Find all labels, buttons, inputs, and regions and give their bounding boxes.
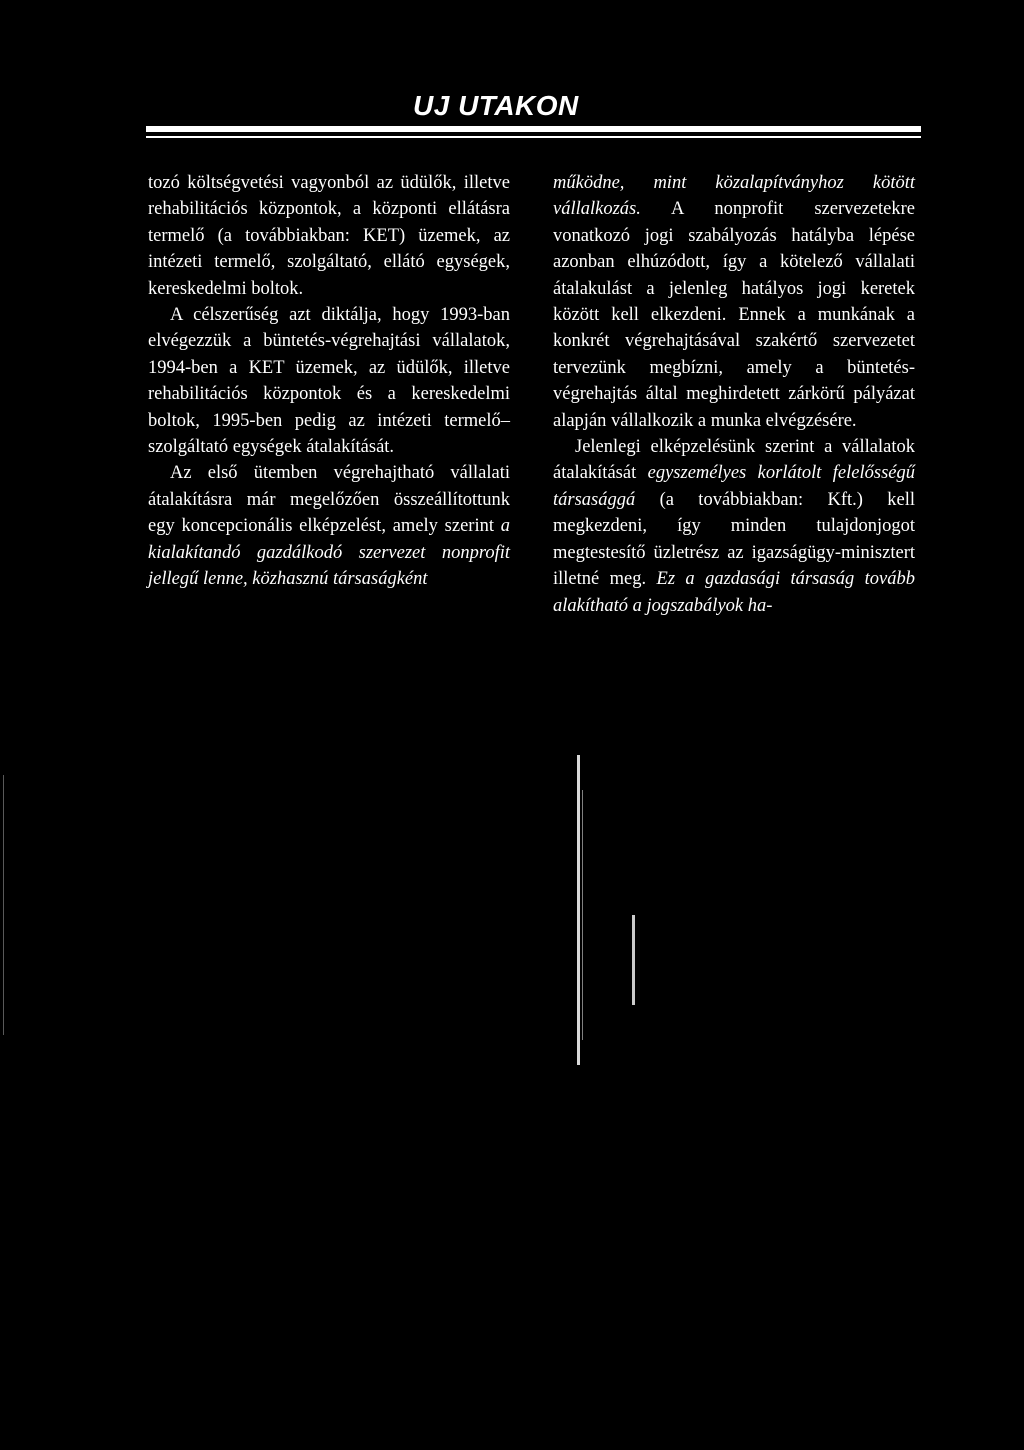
- right-paragraph-1-text: A nonprofit szervezetekre vonatkozó jogi szabályozás hatályba lépése azonban elhúzódott, így a kötelező vállalati átalakulást a jelenleg hatályos jogi keretek között kell elkezdeni. Ennek a munkának a konkrét végrehajtásával szakértő szervezetet tervezünk megbízni, amely a büntetés-végrehajtás által meghirdetett zárkörű pályázat alapján vállalkozik a munka elvégzésére.: [553, 199, 915, 431]
- right-paragraph-2-text-a: Jelenlegi elképzelésünk szerint a vállalatok átalakítását: [553, 437, 915, 484]
- right-paragraph-1-italic: működne, mint közalapítványhoz kötött vállalkozás.: [553, 173, 915, 220]
- left-paragraph-1: tozó költségvetési vagyonból az üdülők, illetve rehabilitációs központok, a központi ellátásra termelő (a továbbiakban: KET) üzemek, az intézeti termelő, szolgáltató, ellátó egységek, kereskedelmi boltok.: [148, 173, 510, 299]
- scan-artifact-line: [3, 775, 4, 1035]
- left-paragraph-3: [148, 460, 510, 592]
- scan-artifact-line: [632, 915, 635, 1005]
- left-paragraph-3-text: Az első ütemben végrehajtható vállalati átalakításra már megelőzően összeállítottunk egy koncepcionális elképzelést, amely szerint: [148, 463, 510, 537]
- left-paragraph-2: A célszerűség azt diktálja, hogy 1993-ban elvégezzük a büntetés-végrehajtási vállalatok, 1994-ben a KET üzemek, az üdülők, illetve rehabilitációs központok és a kereskedelmi boltok, 1995-ben pedig az intézeti termelő–szolgáltató egységek átalakítását.: [148, 305, 510, 458]
- running-header-title: UJ UTAKON: [413, 90, 579, 121]
- right-paragraph-2: [553, 434, 915, 619]
- header-rule-thin: [146, 136, 921, 138]
- left-text-column: [148, 170, 510, 593]
- header-rule-thick: [146, 126, 921, 132]
- scan-artifact-line: [577, 755, 580, 1065]
- right-paragraph-2-italic-b: egyszemélyes korlátolt felelősségű társasággá: [553, 463, 915, 510]
- right-paragraph-1: [553, 170, 915, 434]
- scan-artifact-line: [582, 790, 583, 1040]
- right-paragraph-2-italic-d: Ez a gazdasági társaság tovább alakítható a jogszabályok ha-: [553, 569, 915, 616]
- right-paragraph-2-text-c: (a továbbiakban: Kft.) kell megkezdeni, így minden tulajdonjogot megtestesítő üzletrész az igazságügy-minisztert illetné meg.: [553, 489, 915, 590]
- left-paragraph-3-italic: a kialakítandó gazdálkodó szervezet nonprofit jellegű lenne, közhasznú társaságként: [148, 516, 510, 590]
- right-text-column: [553, 170, 915, 619]
